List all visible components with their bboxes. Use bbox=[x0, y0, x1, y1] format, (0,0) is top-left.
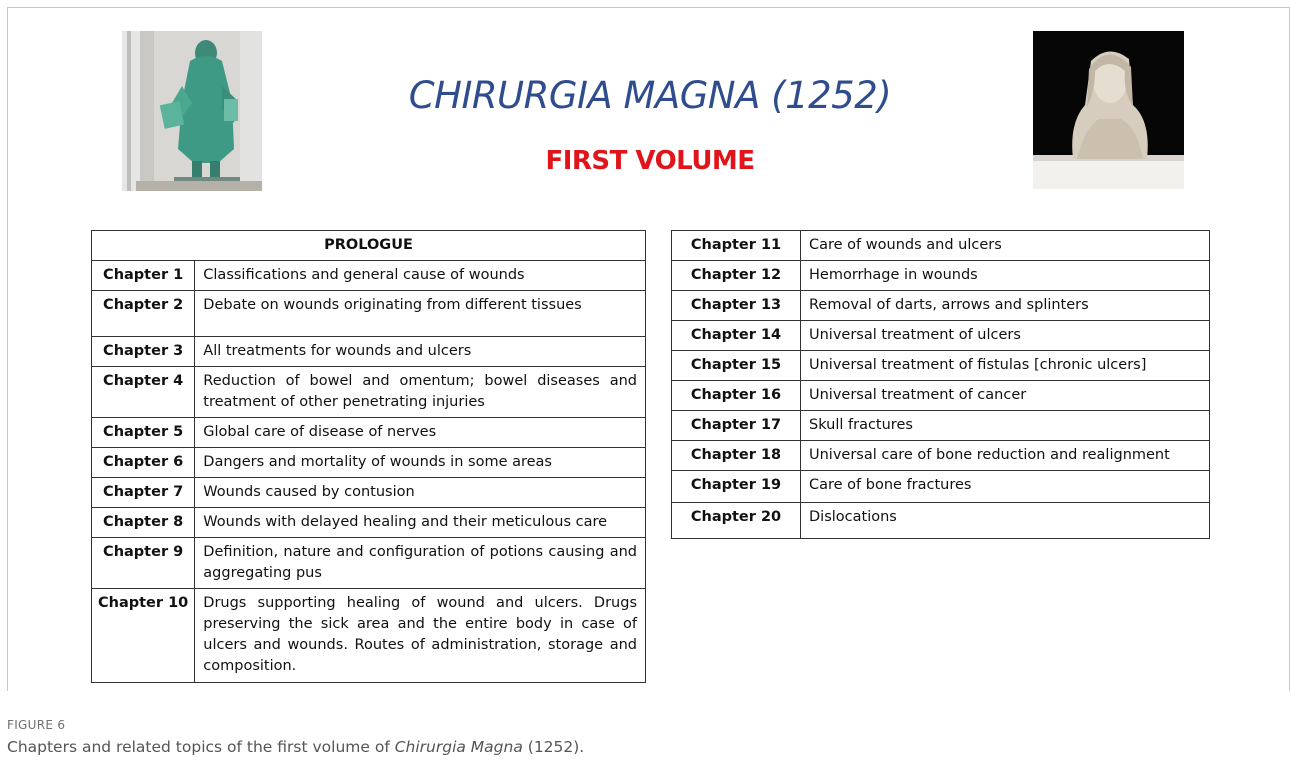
table-row bbox=[92, 418, 646, 448]
chapter-topic: Universal treatment of ulcers bbox=[801, 321, 1210, 351]
caption-italic-title: Chirurgia Magna bbox=[394, 738, 523, 756]
table-row bbox=[672, 291, 1210, 321]
chapter-topic: All treatments for wounds and ulcers bbox=[195, 337, 646, 367]
chapter-topic: Dangers and mortality of wounds in some areas bbox=[195, 448, 646, 478]
table-row bbox=[92, 478, 646, 508]
chapter-number: Chapter 18 bbox=[672, 441, 801, 471]
chapter-number: Chapter 13 bbox=[672, 291, 801, 321]
figure-subtitle: FIRST VOLUME bbox=[545, 146, 755, 176]
chapter-topic: Wounds caused by contusion bbox=[195, 478, 646, 508]
chapter-number: Chapter 8 bbox=[92, 508, 195, 538]
chapter-topic: Classifications and general cause of wounds bbox=[195, 261, 646, 291]
chapter-topic: Care of wounds and ulcers bbox=[801, 231, 1210, 261]
chapter-topic: Debate on wounds originating from different tissues bbox=[195, 291, 646, 337]
figure-label: FIGURE 6 bbox=[7, 718, 66, 732]
chapter-topic: Reduction of bowel and omentum; bowel diseases and treatment of other penetrating injuries bbox=[195, 367, 646, 418]
chapter-number: Chapter 7 bbox=[92, 478, 195, 508]
chapter-topic: Universal care of bone reduction and realignment bbox=[801, 441, 1210, 471]
chapter-number: Chapter 9 bbox=[92, 538, 195, 589]
chapter-number: Chapter 17 bbox=[672, 411, 801, 441]
chapter-topic: Removal of darts, arrows and splinters bbox=[801, 291, 1210, 321]
table-row bbox=[92, 508, 646, 538]
chapter-number: Chapter 11 bbox=[672, 231, 801, 261]
table-row bbox=[672, 351, 1210, 381]
chapter-topic: Universal treatment of fistulas [chronic ulcers] bbox=[801, 351, 1210, 381]
chapter-number: Chapter 12 bbox=[672, 261, 801, 291]
table-row bbox=[92, 261, 646, 291]
chapter-topic: Dislocations bbox=[801, 503, 1210, 539]
table-row bbox=[92, 367, 646, 418]
chapter-number: Chapter 16 bbox=[672, 381, 801, 411]
chapters-table-right bbox=[671, 230, 1210, 539]
table-row bbox=[672, 231, 1210, 261]
caption-text: Chapters and related topics of the first volume of bbox=[7, 738, 395, 756]
table-row bbox=[92, 337, 646, 367]
chapter-topic: Wounds with delayed healing and their meticulous care bbox=[195, 508, 646, 538]
table-row bbox=[672, 441, 1210, 471]
statue-image bbox=[122, 31, 262, 191]
table-row bbox=[92, 538, 646, 589]
chapter-number: Chapter 2 bbox=[92, 291, 195, 337]
chapter-number: Chapter 4 bbox=[92, 367, 195, 418]
table-row bbox=[672, 321, 1210, 351]
chapter-number: Chapter 20 bbox=[672, 503, 801, 539]
chapter-topic: Care of bone fractures bbox=[801, 471, 1210, 503]
chapters-table-left bbox=[91, 230, 646, 683]
bust-image bbox=[1033, 31, 1184, 189]
chapter-number: Chapter 6 bbox=[92, 448, 195, 478]
prologue-row bbox=[92, 231, 646, 261]
table-row bbox=[672, 471, 1210, 503]
chapter-topic: Definition, nature and configuration of potions causing and aggregating pus bbox=[195, 538, 646, 589]
table-row bbox=[672, 503, 1210, 539]
table-row bbox=[672, 261, 1210, 291]
table-row bbox=[92, 589, 646, 683]
figure-caption bbox=[7, 738, 584, 756]
caption-text-end: (1252). bbox=[522, 738, 585, 756]
table-row bbox=[92, 448, 646, 478]
chapter-topic: Hemorrhage in wounds bbox=[801, 261, 1210, 291]
chapter-number: Chapter 10 bbox=[92, 589, 195, 683]
table-row bbox=[92, 291, 646, 337]
chapter-topic: Universal treatment of cancer bbox=[801, 381, 1210, 411]
chapter-number: Chapter 14 bbox=[672, 321, 801, 351]
chapter-number: Chapter 3 bbox=[92, 337, 195, 367]
chapter-topic: Global care of disease of nerves bbox=[195, 418, 646, 448]
figure-title: CHIRURGIA MAGNA (1252) bbox=[408, 74, 892, 117]
prologue-header: PROLOGUE bbox=[92, 231, 646, 261]
chapter-topic: Drugs supporting healing of wound and ulcers. Drugs preserving the sick area and the entire body in case of ulcers and wounds. Routes of administration, storage and composition. bbox=[195, 589, 646, 683]
chapter-number: Chapter 1 bbox=[92, 261, 195, 291]
table-row bbox=[672, 411, 1210, 441]
table-row bbox=[672, 381, 1210, 411]
chapter-number: Chapter 5 bbox=[92, 418, 195, 448]
chapter-number: Chapter 19 bbox=[672, 471, 801, 503]
chapter-topic: Skull fractures bbox=[801, 411, 1210, 441]
chapter-number: Chapter 15 bbox=[672, 351, 801, 381]
